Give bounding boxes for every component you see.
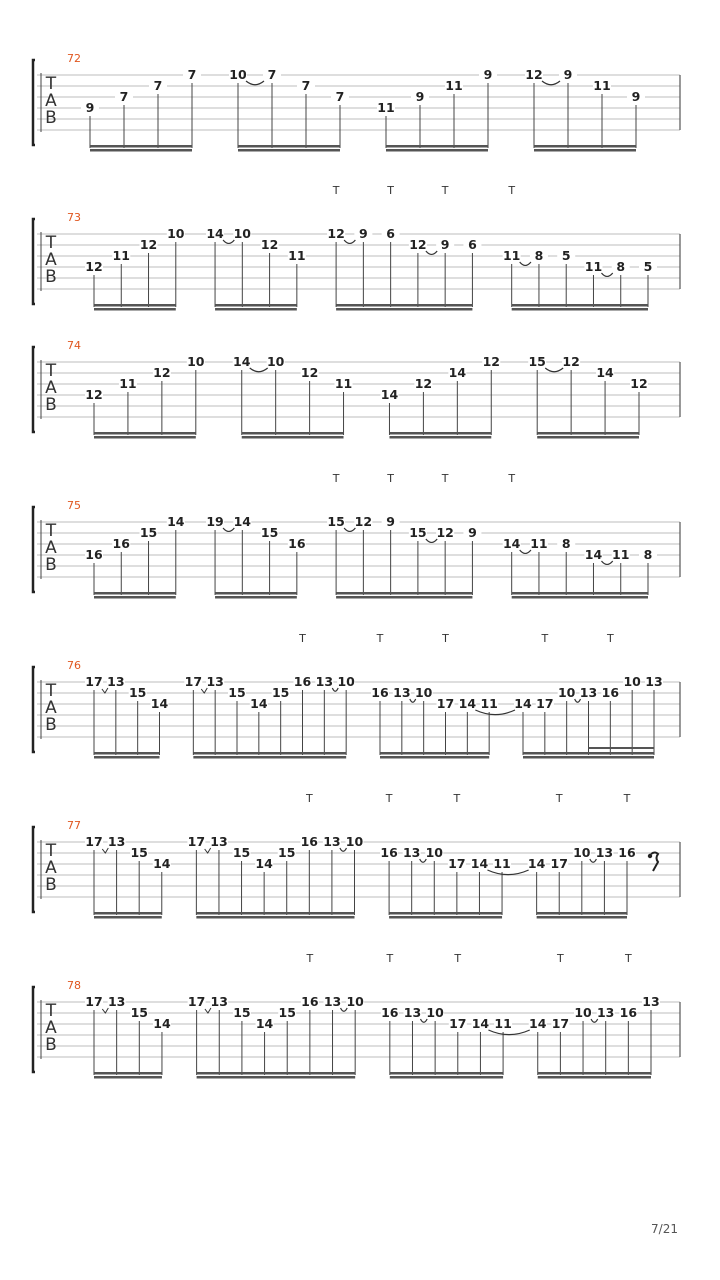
fret-number: 13 [402,845,421,860]
fret-number: 13 [107,834,126,849]
fret-number: 13 [645,674,663,689]
measure-number: 76 [67,659,81,672]
fret-number: 15 [278,845,296,860]
tap-marker: T [387,472,394,485]
fret-number: 16 [371,685,389,700]
fret-number: 15 [233,1005,251,1020]
beam [534,145,636,148]
fret-number: 6 [468,237,477,252]
beam [537,916,627,919]
fret-number: 14 [167,514,185,529]
fret-number: 10 [337,674,355,689]
fret-number: 8 [561,536,571,551]
tab-clef-letter: T [45,681,57,701]
fret-number: 12 [562,354,580,369]
fret-number: 14 [471,1016,490,1031]
fret-number: 17 [184,674,203,689]
fret-number: 12 [327,226,345,241]
beam [512,308,648,311]
fret-number: 10 [229,67,247,82]
fret-number: 10 [233,226,252,241]
tab-system-78 [33,952,680,1079]
fret-number: 14 [250,696,268,711]
fret-number: 9 [563,67,573,82]
beam [242,436,344,439]
fret-number: 15 [409,525,427,540]
fret-number: 16 [380,845,398,860]
fret-number: 14 [233,514,252,529]
beam [94,308,176,311]
fret-number: 13 [107,994,126,1009]
beam [94,304,176,307]
fret-number: 17 [187,834,206,849]
fret-number: 10 [345,834,364,849]
fret-number: 15 [128,685,147,700]
fret-number: 14 [584,547,603,562]
fret-number: 9 [386,514,395,529]
fret-number: 15 [260,525,279,540]
tap-marker: T [454,952,462,965]
fret-number: 11 [584,259,603,274]
beam [336,308,472,311]
beam [94,756,160,759]
tap-marker: T [332,184,340,197]
beam [523,756,654,759]
beam [512,596,648,599]
tap-marker: T [541,632,549,645]
fret-number: 7 [267,67,277,82]
fret-number: 14 [153,1016,171,1031]
fret-number: 7 [153,78,163,93]
fret-number: 17 [85,994,103,1009]
tab-clef-letter: A [45,250,57,270]
beam [386,145,488,148]
beam [90,145,192,148]
tap-marker: T [555,792,563,805]
fret-number: 17 [449,1016,467,1031]
fret-number: 12 [414,376,433,391]
fret-number: 16 [618,845,636,860]
fret-number: 17 [536,696,554,711]
tab-clef-letter: T [45,74,57,94]
fret-number: 12 [139,237,158,252]
beam [538,1076,651,1079]
fret-number: 12 [354,514,373,529]
fret-number: 8 [616,259,626,274]
measure-number: 72 [67,52,81,65]
page-number: 7/21 [651,1222,678,1236]
tab-clef-letter: A [45,1018,57,1038]
fret-number: 14 [502,536,521,551]
fret-number: 12 [260,237,279,252]
fret-number: 13 [596,1005,615,1020]
fret-number: 11 [612,547,630,562]
fret-number: 11 [530,536,548,551]
beam [94,916,162,919]
measure-number: 78 [67,979,81,992]
fret-number: 11 [593,78,611,93]
rest-dot [648,854,652,858]
fret-number: 15 [228,685,246,700]
fret-number: 6 [386,226,395,241]
beam [523,752,654,755]
fret-number: 9 [631,89,641,104]
system-bracket [33,60,35,145]
fret-number: 14 [255,856,273,871]
measure-number: 75 [67,499,81,512]
tab-clef-letter: A [45,858,57,878]
fret-number: 16 [85,547,103,562]
fret-number: 14 [527,856,546,871]
fret-number: 12 [85,387,103,402]
slur [426,251,437,254]
system-bracket [33,507,35,592]
beam [389,432,491,435]
slide-mark [205,848,211,853]
tab-clef-letter: B [45,875,57,895]
fret-number: 14 [150,696,169,711]
fret-number: 9 [85,100,95,115]
tab-clef-letter: B [45,267,57,287]
tab-clef-letter: T [45,233,57,253]
beam [534,149,636,152]
fret-number: 10 [425,845,443,860]
slur [545,368,563,372]
fret-number: 13 [323,834,341,849]
tap-marker: T [623,792,631,805]
fret-number: 9 [359,226,368,241]
fret-number: 17 [85,834,103,849]
fret-number: 13 [403,1005,422,1020]
beam [512,304,648,307]
slur [520,262,531,265]
slur [332,688,338,691]
slur [601,273,612,276]
fret-number: 12 [525,67,543,82]
beam [336,592,472,595]
beam [90,149,192,152]
beam [215,304,297,307]
tab-clef-letter: B [45,715,57,735]
slide-mark [102,1008,108,1013]
tab-clef-letter: A [45,378,57,398]
beam [537,432,639,435]
fret-number: 13 [315,674,334,689]
fret-number: 10 [346,994,364,1009]
fret-number: 12 [409,237,427,252]
fret-number: 16 [300,834,319,849]
beam [389,916,502,919]
fret-number: 11 [334,376,353,391]
fret-number: 15 [130,1005,149,1020]
fret-number: 11 [119,376,137,391]
fret-number: 10 [557,685,576,700]
fret-number: 11 [288,248,306,263]
system-bracket [33,347,35,432]
fret-number: 7 [301,78,311,93]
fret-number: 14 [596,365,614,380]
fret-number: 15 [278,1005,296,1020]
fret-number: 11 [112,248,130,263]
beam [238,145,340,148]
tab-system-74 [33,339,680,439]
tab-system-76 [33,632,680,759]
beam [196,916,354,919]
fret-number: 10 [426,1005,444,1020]
fret-number: 16 [381,1005,399,1020]
fret-number: 19 [206,514,224,529]
fret-number: 17 [550,856,568,871]
fret-number: 7 [335,89,345,104]
beam [390,1076,503,1079]
fret-number: 17 [85,674,103,689]
beam [238,149,340,152]
beam [242,432,344,435]
tap-marker: T [508,184,516,197]
fret-number: 9 [468,525,477,540]
slur [575,699,581,702]
fret-number: 11 [377,100,395,115]
tab-clef-letter: T [45,521,57,541]
fret-number: 11 [493,856,511,871]
beam [389,912,502,915]
fret-number: 16 [288,536,306,551]
tap-marker: T [453,792,461,805]
beam [94,912,162,915]
fret-number: 13 [206,674,224,689]
fret-number: 11 [494,1016,512,1031]
fret-number: 7 [187,67,197,82]
beam [94,436,196,439]
fret-number: 17 [187,994,206,1009]
fret-number: 16 [112,536,130,551]
fret-number: 10 [573,845,591,860]
tab-system-73 [33,184,680,311]
tab-clef-letter: A [45,538,57,558]
tab-clef-letter: B [45,395,57,415]
tap-marker: T [299,632,306,645]
fret-number: 13 [579,685,598,700]
tab-clef-letter: T [45,361,57,381]
beam [94,1072,162,1075]
fret-number: 7 [119,89,129,104]
tap-marker: T [508,472,516,485]
beam [196,912,354,915]
fret-number: 12 [630,376,648,391]
fret-number: 8 [643,547,653,562]
beam [197,1076,356,1079]
fret-number: 15 [139,525,158,540]
tab-clef-letter: B [45,1035,57,1055]
fret-number: 9 [440,237,450,252]
fret-number: 16 [601,685,620,700]
slur [246,81,264,85]
fret-number: 13 [323,994,342,1009]
fret-number: 5 [561,248,571,263]
fret-number: 13 [107,674,125,689]
fret-number: 14 [470,856,489,871]
beam [94,596,176,599]
slide-mark [102,848,108,853]
fret-number: 9 [483,67,493,82]
fret-number: 14 [448,365,467,380]
beam [537,436,639,439]
tap-marker: T [442,632,449,645]
beam [537,912,627,915]
beam [512,592,648,595]
fret-number: 12 [436,525,454,540]
system-bracket [33,219,35,304]
fret-number: 9 [415,89,425,104]
fret-number: 14 [380,387,399,402]
tab-clef-letter: B [45,108,57,128]
beam [193,752,346,755]
fret-number: 12 [300,365,319,380]
tap-marker: T [385,792,393,805]
beam [94,752,160,755]
tab-clef-letter: B [45,555,57,575]
fret-number: 17 [436,696,455,711]
fret-number: 10 [167,226,185,241]
fret-number: 15 [130,845,148,860]
fret-number: 10 [187,354,205,369]
fret-number: 16 [301,994,319,1009]
tap-marker: T [332,472,340,485]
slur [542,81,560,85]
tap-marker: T [624,952,632,965]
fret-number: 15 [327,514,345,529]
beam [538,1072,651,1075]
tab-clef-letter: A [45,91,57,111]
beam [94,592,176,595]
system-bracket [33,987,35,1072]
fret-number: 14 [529,1016,547,1031]
beam [197,1072,356,1075]
fret-number: 13 [210,994,228,1009]
beam [94,1076,162,1079]
fret-number: 13 [393,685,411,700]
measure-number: 77 [67,819,81,832]
tab-clef-letter: A [45,698,57,718]
tab-clef-letter: T [45,1001,57,1021]
beam [589,747,655,749]
tab-system-75 [33,472,680,599]
fret-number: 5 [643,259,653,274]
fret-number: 16 [293,674,312,689]
fret-number: 13 [210,834,228,849]
fret-number: 14 [458,696,477,711]
fret-number: 14 [233,354,251,369]
tap-marker: T [606,632,614,645]
beam [380,752,489,755]
tab-system-72 [33,52,680,152]
fret-number: 13 [642,994,660,1009]
fret-number: 16 [619,1005,638,1020]
measure-number: 74 [67,339,81,352]
measure-number: 73 [67,211,81,224]
tap-marker: T [386,952,394,965]
fret-number: 17 [551,1016,570,1031]
fret-number: 10 [414,685,433,700]
fret-number: 15 [271,685,290,700]
tap-marker: T [557,952,564,965]
tab-clef-letter: T [45,841,57,861]
system-bracket [33,667,35,752]
tap-marker: T [305,792,313,805]
fret-number: 12 [153,365,171,380]
fret-number: 12 [482,354,500,369]
fret-number: 15 [528,354,546,369]
tap-marker: T [387,184,394,197]
tap-marker: T [441,184,449,197]
beam [215,308,297,311]
fret-number: 14 [514,696,532,711]
slur [426,539,437,542]
beam [193,756,346,759]
system-bracket [33,827,35,912]
beam [215,596,297,599]
fret-number: 11 [502,248,521,263]
slur [250,368,268,372]
fret-number: 14 [206,226,224,241]
fret-number: 10 [623,674,641,689]
tap-marker: T [306,952,314,965]
fret-number: 14 [153,856,171,871]
fret-number: 11 [445,78,463,93]
beam [215,592,297,595]
fret-number: 10 [574,1005,592,1020]
tab-system-77 [33,792,680,919]
slur [344,240,355,243]
tap-marker: T [376,632,384,645]
slide-mark [205,1008,211,1013]
fret-number: 13 [595,845,614,860]
slur [410,699,416,702]
beam [94,432,196,435]
fret-number: 14 [255,1016,274,1031]
beam [336,596,472,599]
beam [390,1072,503,1075]
tap-marker: T [441,472,449,485]
fret-number: 12 [85,259,103,274]
fret-number: 10 [266,354,285,369]
beam [380,756,489,759]
beam [336,304,472,307]
fret-number: 15 [232,845,251,860]
fret-number: 17 [448,856,466,871]
fret-number: 11 [480,696,498,711]
fret-number: 8 [534,248,544,263]
beam [386,149,488,152]
beam [389,436,491,439]
